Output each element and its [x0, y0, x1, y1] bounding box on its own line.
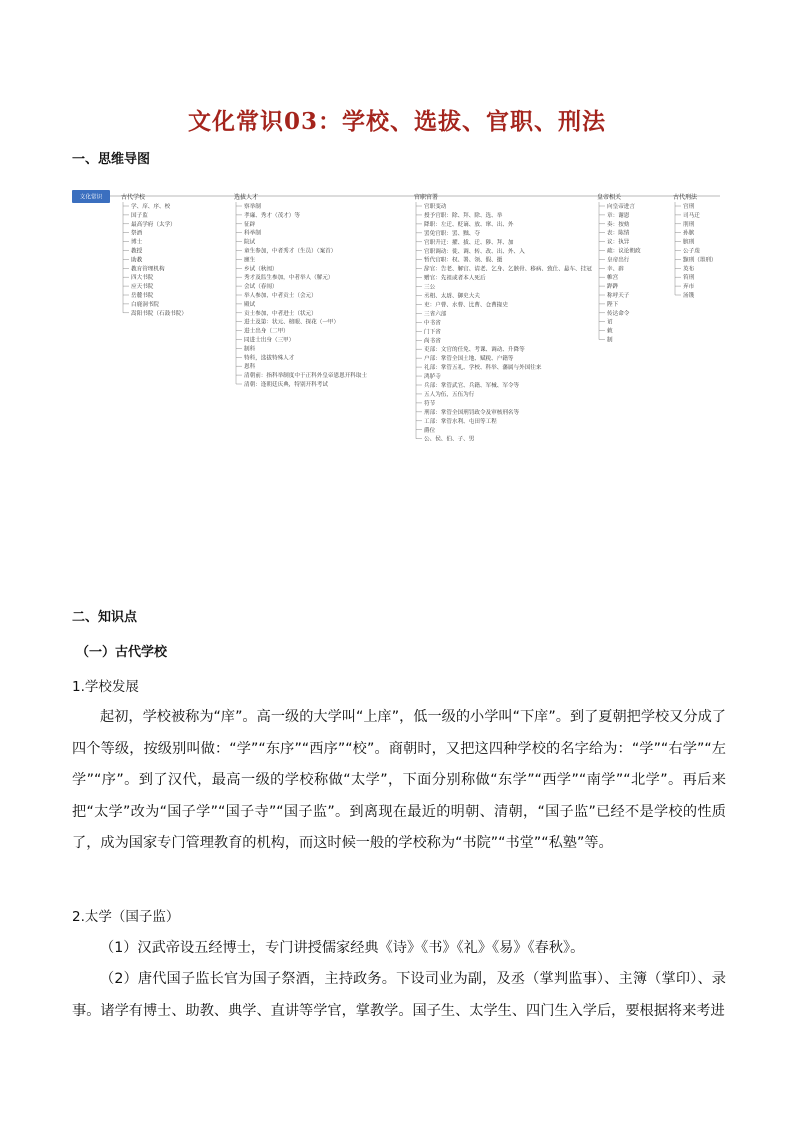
branch-item: 举人参加，中者贡士（会元） — [244, 293, 317, 299]
branch-item: 称呼天子 — [607, 293, 630, 299]
branch-item: 学、庠、序、校 — [131, 204, 171, 210]
branch-item: 制科 — [244, 346, 256, 353]
branch-item: 科举制 — [244, 230, 261, 237]
branch-item: 罢免官职：罢、黜、夺 — [424, 230, 480, 237]
branch-item: 丞相、太尉、御史大夫 — [424, 293, 480, 300]
branch-item: 尚书省 — [424, 338, 441, 345]
section-heading-knowledge: 二、知识点 — [72, 610, 138, 625]
section-heading-mindmap: 一、思维导图 — [72, 152, 151, 167]
branch-item: 向皇帝进言 — [607, 204, 635, 210]
branch-item: 乡试（秋闱） — [244, 266, 278, 273]
branch-item: 授予官职：除、拜、除、选、举 — [424, 212, 503, 219]
branch-item: 宫刑 — [683, 204, 695, 210]
branch-item: 孝廉、秀才（茂才）等 — [244, 212, 300, 219]
branch-item: 赠官：先祖或者本人死后 — [424, 275, 486, 282]
page-title: 文化常识03：学校、选拔、官职、刑法 — [187, 108, 606, 135]
branch-item: 刖刑 — [683, 221, 695, 228]
paragraph-school-development: 起初，学校被称为“庠”。高一级的大学叫“上庠”，低一级的小学叫“下庠”。到了夏朝把学校又分成了四个等级，按级别叫做：“学”“东序”“西序”“校”。商朝时，又把这四种学校的名字给为：“学”“右学”“左学”“序”。到了汉代，最高一级的学校称做“太学”，下面分别称做“东学”“西学”“南学”“北学”。再后来把“太学”改为“国子学”“国子寺”“国子监”。到离现在最近的明朝、清朝，“国子监”已经不是学校的性质了，成为国家专门管理教育的机构，而这时候一般的学校称为“书院”“书堂”“私塾”等。 — [72, 709, 726, 851]
branch-item: 童生参加，中者秀才（生员）（案首） — [244, 248, 337, 255]
paragraph-taixue-2: （2）唐代国子监长官为国子祭酒，主持政务。下设司业为副，及丞（掌判监事）、主簿（掌印）、录事。诸学有博士、助教、典学、直讲等学官，掌教学。国子生、太学生、四门生入学后，要根据将来考进 — [72, 971, 726, 1019]
branch-item: 博士 — [131, 239, 143, 246]
branch-item: 孙膑 — [683, 230, 695, 237]
branch-item: 特科，选拔特殊人才 — [244, 355, 295, 362]
branch-item: 官职调动：徙、调、转、改、出、外、入 — [424, 248, 525, 255]
branch-item: 降职：左迁、贬谪、放、窜、出、外 — [424, 221, 514, 228]
branch-item: 帷宫 — [607, 275, 619, 282]
branch-item: 刑部：掌管全国刑罚政令及审核刑名等 — [424, 409, 520, 416]
branch-item: 秀才及监生参加，中者举人（解元） — [244, 275, 334, 282]
branch-item: 章：谢恩 — [607, 212, 630, 219]
branch-item: 制 — [607, 337, 613, 344]
branch-label: 官职官署 — [414, 194, 439, 201]
branch-item: 笞刑 — [683, 275, 695, 282]
branch-item: 官职升迁：擢、拔、迁、陟、拜、加 — [424, 239, 514, 246]
branch-item: 黥刑（墨刑） — [683, 257, 717, 264]
branch-item: 进士及第：状元、榜眼、探花（一甲） — [244, 319, 340, 326]
topic-heading-1: 1.学校发展 — [72, 679, 139, 695]
branch-item: 司马迁 — [683, 212, 700, 219]
branch-item: 三公 — [424, 284, 436, 291]
branch-item: 白鹿洞书院 — [131, 301, 159, 308]
branch-item: 教育管理机构 — [131, 266, 165, 273]
branch-item: 吏：户曹、水曹、比曹、仓曹掾史 — [424, 302, 508, 309]
branch-item: 同进士出身（三甲） — [244, 337, 295, 344]
branch-item: 鸿胪寺 — [424, 374, 441, 381]
branch-item: 膑刑 — [683, 239, 695, 246]
branch-item: 征辟 — [244, 221, 256, 228]
branch-item: 岳麓书院 — [131, 293, 154, 299]
branch-item: 应天书院 — [131, 284, 154, 291]
branch-item: 助教 — [131, 257, 143, 264]
branch-item: 会试（春闱） — [244, 284, 278, 291]
branch-item: 祭酒 — [131, 230, 143, 237]
branch-item: 符节 — [424, 400, 436, 407]
branch-item: 廪生 — [244, 257, 256, 264]
branch-label: 选拔人才 — [234, 194, 259, 201]
topic-heading-2: 2.太学（国子监） — [72, 909, 180, 925]
branch-item: 五人为伍，五伍为行 — [424, 391, 475, 398]
branch-item: 清朝前：指科举制度中于正科外皇帝恩恩开科取士 — [244, 373, 368, 380]
branch-item: 门下省 — [424, 329, 441, 336]
branch-item: 嵩阳书院（石鼓书院） — [131, 310, 187, 317]
branch-item: 院试 — [244, 239, 256, 246]
branch-item: 殿试 — [244, 301, 256, 308]
branch-item: 工部：掌管水利、屯田等工程 — [424, 418, 497, 425]
branch-item: 奏：按劾 — [607, 221, 630, 228]
branch-item: 疏：议论朝政 — [607, 248, 641, 255]
branch-item: 敕 — [607, 328, 613, 335]
branch-item: 诏 — [607, 319, 613, 326]
branch-item: 汤镬 — [683, 293, 695, 299]
branch-item: 辞官：告老、解官、请老、乞身、乞骸骨、移病、致仕、悬车、挂冠 — [424, 266, 592, 273]
branch-item: 吏部：文官的任免、考课、调动、升降等 — [424, 347, 525, 354]
branch-label: 古代刑法 — [673, 194, 698, 201]
branch-item: 公、侯、伯、子、男 — [424, 436, 475, 443]
mind-map-root-label: 文化常识 — [79, 194, 103, 201]
subsection-heading: （一）古代学校 — [76, 645, 168, 660]
branch-item: 陛下 — [607, 301, 619, 308]
branch-item: 礼部：掌管五礼、学校、科举、藩属与外国往来 — [424, 365, 542, 372]
branch-item: 爵位 — [424, 427, 436, 434]
branch-item: 皇帝出行 — [607, 257, 630, 264]
branch-item: 三省六部 — [424, 311, 447, 318]
branch-item: 四大书院 — [131, 275, 154, 282]
branch-item: 兵部：掌管武官、兵籍、军械、军令等 — [424, 383, 520, 389]
branch-item: 幸、辟 — [607, 266, 624, 273]
branch-item: 传达命令 — [607, 310, 630, 317]
branch-item: 官职变动 — [424, 204, 447, 210]
branch-item: 户部：掌管全国土地、赋税、户籍等 — [424, 356, 514, 363]
branch-item: 英布 — [683, 266, 695, 273]
branch-item: 暂代官职：权、署、领、假、摄 — [424, 257, 503, 264]
branch-item: 察举制 — [244, 204, 261, 210]
branch-item: 清朝：逢朝廷庆典，特别开科考试 — [244, 382, 328, 388]
branch-item: 表：陈情 — [607, 230, 630, 237]
branch-label: 皇帝相关 — [597, 194, 622, 201]
branch-label: 古代学校 — [121, 194, 146, 201]
branch-item: 国子监 — [131, 212, 148, 219]
branch-item: 进士出身（二甲） — [244, 328, 289, 335]
branch-item: 最高学府（太学） — [131, 221, 176, 228]
branch-item: 恩科 — [244, 364, 256, 371]
branch-item: 弃市 — [683, 284, 695, 291]
branch-item: 议：执异 — [607, 239, 630, 246]
paragraph-taixue-1: （1）汉武帝设五经博士，专门讲授儒家经典《诗》《书》《礼》《易》《春秋》。 — [100, 940, 585, 956]
branch-item: 贡士参加，中者进士（状元） — [244, 310, 317, 317]
branch-item: 中书省 — [424, 320, 441, 327]
branch-item: 教授 — [131, 248, 143, 255]
branch-item: 跸跸 — [607, 284, 619, 291]
branch-item: 公子虔 — [683, 248, 700, 255]
